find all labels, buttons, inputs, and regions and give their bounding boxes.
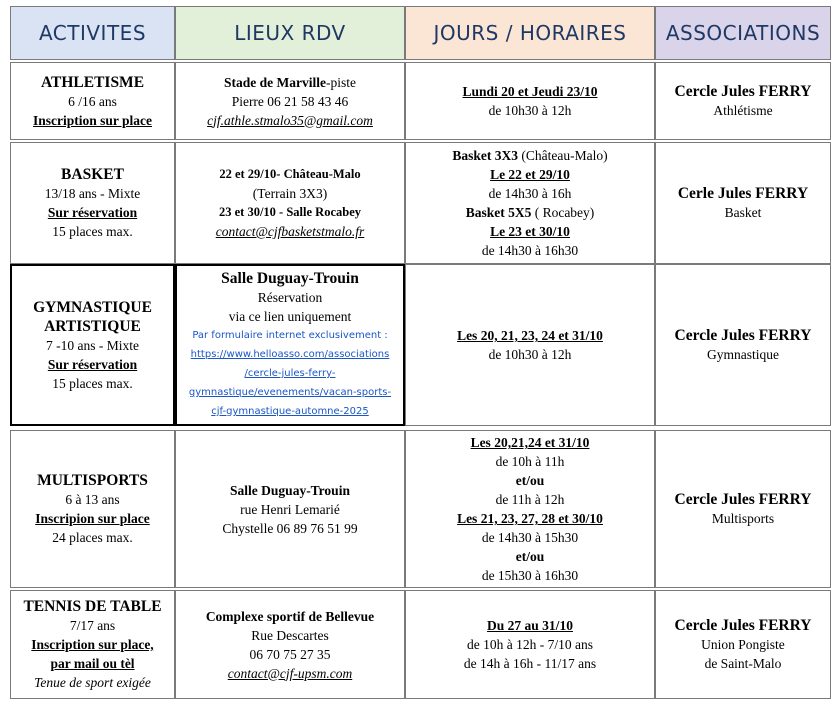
row-multisports-activity [10, 430, 175, 588]
activity-places: 15 places max. [52, 224, 133, 239]
schedule-days: Lundi 20 et Jeudi 23/10 [462, 84, 598, 99]
place-line2: Rue Descartes [251, 627, 329, 643]
activity-note: Inscription sur place [32, 112, 152, 128]
registration-link-part2[interactable]: /cercle-jules-ferry- [244, 368, 336, 379]
activity-age: 7/17 ans [69, 618, 116, 633]
schedule-line4 [466, 203, 595, 222]
schedule-format: Basket 3X3 [452, 148, 519, 163]
association-sub: Athlétisme [713, 103, 773, 118]
header-activites: ACTIVITES [10, 6, 175, 60]
association-sub: Gymnastique [707, 347, 779, 362]
schedule-hours: de 14h30 à 16h [488, 186, 572, 201]
place-line1: 22 et 29/10- Château-Malo [219, 167, 361, 181]
association-sub: Basket [724, 205, 762, 220]
place-line1: Complexe sportif de Bellevue [205, 608, 375, 624]
row-athletisme-schedule [405, 62, 655, 140]
association-name: Cercle Jules FERRY [674, 617, 812, 634]
schedule-hours: de 15h30 à 16h30 [481, 568, 579, 583]
place-contact: Pierre 06 21 58 43 46 [231, 93, 349, 109]
place-line3: Chystelle 06 89 76 51 99 [222, 520, 358, 536]
activity-note: Sur réservation [47, 205, 138, 220]
schedule-days: Le 22 et 29/10 [490, 167, 570, 182]
row-multisports-schedule [405, 430, 655, 588]
row-athletisme-place [175, 62, 405, 140]
header-associations: ASSOCIATIONS [655, 6, 831, 60]
row-basket-schedule [405, 142, 655, 264]
schedule-days: Les 21, 23, 27, 28 et 30/10 [457, 511, 603, 526]
place-suffix: -piste [325, 74, 356, 90]
row-gym-schedule [405, 264, 655, 426]
schedule-hours: de 11h à 12h [495, 492, 565, 507]
row-gym-place [175, 264, 405, 426]
place-line1: Salle Duguay-Trouin [230, 482, 350, 498]
link-intro: Par formulaire internet exclusivement : [192, 330, 388, 341]
association-name: Cercle Jules FERRY [674, 327, 812, 344]
place-line3: via ce lien uniquement [228, 309, 352, 324]
activity-note: Inscripion sur place [35, 511, 150, 526]
association-name: Cerle Jules FERRY [677, 185, 809, 202]
association-sub-line1: Union Pongiste [701, 637, 785, 652]
activity-note: Sur réservation [47, 356, 138, 372]
activity-name: MULTISPORTS [37, 472, 148, 489]
activity-name-line2: ARTISTIQUE [44, 317, 141, 335]
place-line3: 23 et 30/10 - Salle Rocabey [219, 205, 361, 219]
place-email[interactable]: contact@cjf-upsm.com [227, 665, 353, 681]
row-basket-activity [10, 142, 175, 264]
schedule-days: Les 20, 21, 23, 24 et 31/10 [457, 328, 603, 343]
place-line2: rue Henri Lemarié [240, 501, 340, 517]
activity-name: TENNIS DE TABLE [23, 598, 162, 615]
row-multisports-association [655, 430, 831, 588]
row-basket-place [175, 142, 405, 264]
association-sub-line2: de Saint-Malo [704, 656, 782, 671]
activity-age: 13/18 ans - Mixte [44, 186, 141, 201]
schedule-location: ( Rocabey) [531, 205, 595, 220]
activity-extra: Tenue de sport exigée [34, 675, 151, 690]
place-name: Stade de Marville [224, 74, 326, 90]
schedule-location: (Château-Malo) [518, 148, 608, 163]
place-line2: Réservation [257, 290, 323, 305]
association-sub: Multisports [711, 511, 775, 526]
row-gym-association [655, 264, 831, 426]
row-tennis-place [175, 590, 405, 699]
schedule-hours: de 10h30 à 12h [488, 347, 572, 362]
schedule-hours: de 10h à 12h - 7/10 ans [467, 637, 593, 652]
activity-places: 15 places max. [52, 375, 133, 391]
activity-age: 6 à 13 ans [65, 492, 120, 507]
schedule-format: Basket 5X5 [465, 205, 532, 220]
schedule-hours: de 10h30 à 12h [488, 103, 572, 118]
schedule-line1 [452, 146, 607, 165]
association-name: Cercle Jules FERRY [674, 491, 812, 508]
row-tennis-activity [10, 590, 175, 699]
registration-link-part4[interactable]: cjf-gymnastique-automne-2025 [211, 406, 369, 417]
place-email[interactable]: cjf.athle.stmalo35@gmail.com [207, 112, 373, 128]
header-lieux-rdv: LIEUX RDV [175, 6, 405, 60]
schedule-or: et/ou [515, 549, 545, 564]
activity-places: 24 places max. [52, 530, 133, 545]
activity-note-line2: par mail ou tèl [50, 656, 135, 671]
activity-name: BASKET [61, 166, 124, 183]
activity-age: 7 -10 ans - Mixte [46, 337, 139, 353]
activity-note-line1: Inscription sur place, [31, 637, 154, 652]
row-basket-association [655, 142, 831, 264]
schedule-hours: de 14h à 16h - 11/17 ans [463, 656, 597, 671]
schedule-days: Du 27 au 31/10 [487, 618, 573, 633]
row-athletisme-association [655, 62, 831, 140]
header-jours-horaires: JOURS / HORAIRES [405, 6, 655, 60]
place-line3: 06 70 75 27 35 [249, 646, 331, 662]
place-email[interactable]: contact@cjfbasketstmalo.fr [215, 224, 365, 239]
schedule-hours: de 10h à 11h [495, 454, 565, 469]
registration-link-part1[interactable]: https://www.helloasso.com/associations [190, 349, 390, 360]
row-athletisme-activity [10, 62, 175, 140]
schedule-days: Le 23 et 30/10 [490, 224, 570, 239]
activity-age: 6 /16 ans [68, 93, 117, 109]
registration-link-part3[interactable]: gymnastique/evenements/vacan-sports- [188, 387, 392, 398]
place-line2: (Terrain 3X3) [252, 186, 328, 201]
row-multisports-place [175, 430, 405, 588]
activities-table [10, 6, 831, 699]
association-name: Cercle Jules FERRY [674, 83, 812, 100]
schedule-days: Les 20,21,24 et 31/10 [470, 435, 590, 450]
schedule-or: et/ou [515, 473, 545, 488]
place-line1: Salle Duguay-Trouin [221, 270, 359, 287]
row-tennis-schedule [405, 590, 655, 699]
activity-name: ATHLETISME [40, 73, 145, 91]
schedule-hours: de 14h30 à 15h30 [481, 530, 579, 545]
row-tennis-association [655, 590, 831, 699]
row-gym-activity [10, 264, 175, 426]
activity-name-line1: GYMNASTIQUE [33, 298, 152, 316]
schedule-hours: de 14h30 à 16h30 [481, 243, 579, 258]
place-line1 [224, 73, 356, 92]
